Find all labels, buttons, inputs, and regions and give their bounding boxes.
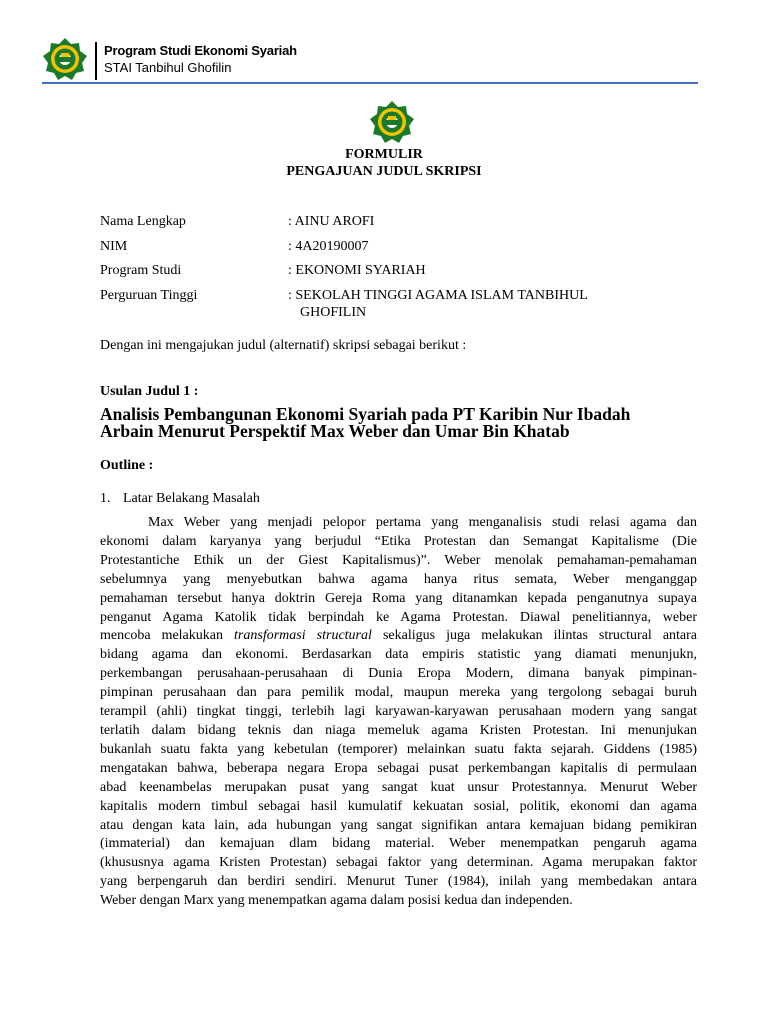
- paragraph-line: atau dengan kata lain, ada hubungan yang sangat signifikan antara kemajuan bidang pemikiran: [100, 817, 697, 833]
- paragraph-line: bukanlah suatu fakta yang kebetulan (temporer) melainkan suatu fakta sejarah. Giddens (1985): [100, 741, 697, 757]
- header-title: Program Studi Ekonomi Syariah: [104, 43, 297, 58]
- paragraph-line: terlatih dalam bidang teknis dan niaga memeluk agama Kristen Protestan. Ini menunjukan: [100, 722, 697, 738]
- field-value: : AINU AROFI: [288, 214, 375, 229]
- paragraph-line: kapitalis modern timbul sebagai hasil kumulatif kekuatan sosial, politik, ekonomi dan agama: [100, 798, 697, 814]
- proposed-title: [100, 406, 660, 440]
- paragraph-line: ekonomi dalam karyanya yang berjudul “Etika Protestan dan Semangat Kapitalisme (Die: [100, 533, 697, 549]
- outline-label: Outline :: [100, 458, 154, 473]
- proposed-title-line: Analisis Pembangunan Ekonomi Syariah pada PT Karibin Nur Ibadah: [100, 404, 631, 424]
- field-value: : SEKOLAH TINGGI AGAMA ISLAM TANBIHUL: [288, 288, 588, 303]
- header-rule: [42, 82, 698, 84]
- paragraph-line: sebelumnya yang menyebutkan bahwa agama hanya ritus semata, Weber menganggap: [100, 571, 697, 587]
- section-number: 1.: [100, 491, 111, 506]
- paragraph-line: Protestantiche Ethik un der Giest Kapitalismus)”. Weber menolak pemahaman-pemahaman: [100, 552, 697, 568]
- italic-term: transformasi structural: [234, 628, 372, 644]
- institution-emblem-icon: [42, 37, 88, 81]
- paragraph-line: Weber dengan Marx yang menempatkan agama dalam posisi kedua dan independen.: [100, 893, 573, 909]
- paragraph-line: mengatakan bahwa, beberapa negara Eropa sebagai pusat perkembangan kapitalis di permulaan: [100, 760, 697, 776]
- header-subtitle: STAI Tanbihul Ghofilin: [104, 60, 232, 75]
- field-label: Nama Lengkap: [100, 214, 186, 229]
- paragraph-line: pimpinan perusahaan dan para pemilik modal, maupun mereka yang tergolong sebagai buruh: [100, 685, 697, 701]
- form-subtitle: PENGAJUAN JUDUL SKRIPSI: [286, 164, 482, 179]
- field-value: : EKONOMI SYARIAH: [288, 263, 426, 278]
- paragraph-line: Max Weber yang menjadi pelopor pertama yang menganalisis studi relasi agama dan: [148, 515, 697, 530]
- paragraph-line: (immaterial) dan kemajuan dlam bidang material. Weber menempatkan pengaruh agama: [100, 836, 697, 852]
- institution-emblem-icon: [369, 100, 415, 144]
- paragraph-line: bidang agama dan ekonomi. Berdasarkan data empiris statistic yang diamati menunjukn,: [100, 647, 697, 663]
- field-value-continuation: GHOFILIN: [300, 305, 367, 320]
- proposed-title-line: Arbain Menurut Perspektif Max Weber dan Umar Bin Khatab: [100, 421, 570, 441]
- usulan-label: Usulan Judul 1 :: [100, 384, 199, 399]
- paragraph-line: pemahaman tersebut hanya doktrin Gereja Roma yang ditanamkan kepada penganutnya supaya: [100, 590, 697, 606]
- paragraph-line: penganut Agama Katolik tidak berpindah ke Agama Protestan. Diawal penelitiannya, weber: [100, 609, 697, 625]
- form-title: FORMULIR: [345, 147, 423, 162]
- header-divider: [95, 42, 97, 80]
- paragraph-line: yang berpengaruh dan berdiri sendiri. Menurut Tuner (1984), inilah yang membedakan antara: [100, 874, 697, 890]
- field-label: Program Studi: [100, 263, 182, 278]
- paragraph-line: perkembangan perusahaan-perusahaan di Dunia Eropa Modern, dimana banyak pimpinan-: [100, 666, 697, 682]
- paragraph-line: mencoba melakukan transformasi structural sekaligus juga melakukan ilintas structural antara: [100, 628, 698, 644]
- field-label: Perguruan Tinggi: [100, 288, 198, 303]
- intro-text: Dengan ini mengajukan judul (alternatif) skripsi sebagai berikut :: [100, 338, 467, 353]
- field-value: : 4A20190007: [288, 239, 369, 254]
- field-label: NIM: [100, 239, 128, 254]
- body-paragraph: [100, 514, 697, 911]
- section-title: Latar Belakang Masalah: [123, 491, 260, 506]
- letterhead: [42, 34, 698, 84]
- paragraph-line: abad keenambelas merupakan pusat yang sangat kuat unsur Protestannya. Menurut Weber: [100, 779, 697, 795]
- paragraph-line: (khususnya agama Kristen Protestan) sebagai faktor yang determinan. Agama merupakan faktor: [100, 855, 697, 871]
- paragraph-line: terampil (ahli) tingkat tinggi, terlebih lagi karyawan-karyawan perusahaan modern yang sangat: [100, 704, 697, 720]
